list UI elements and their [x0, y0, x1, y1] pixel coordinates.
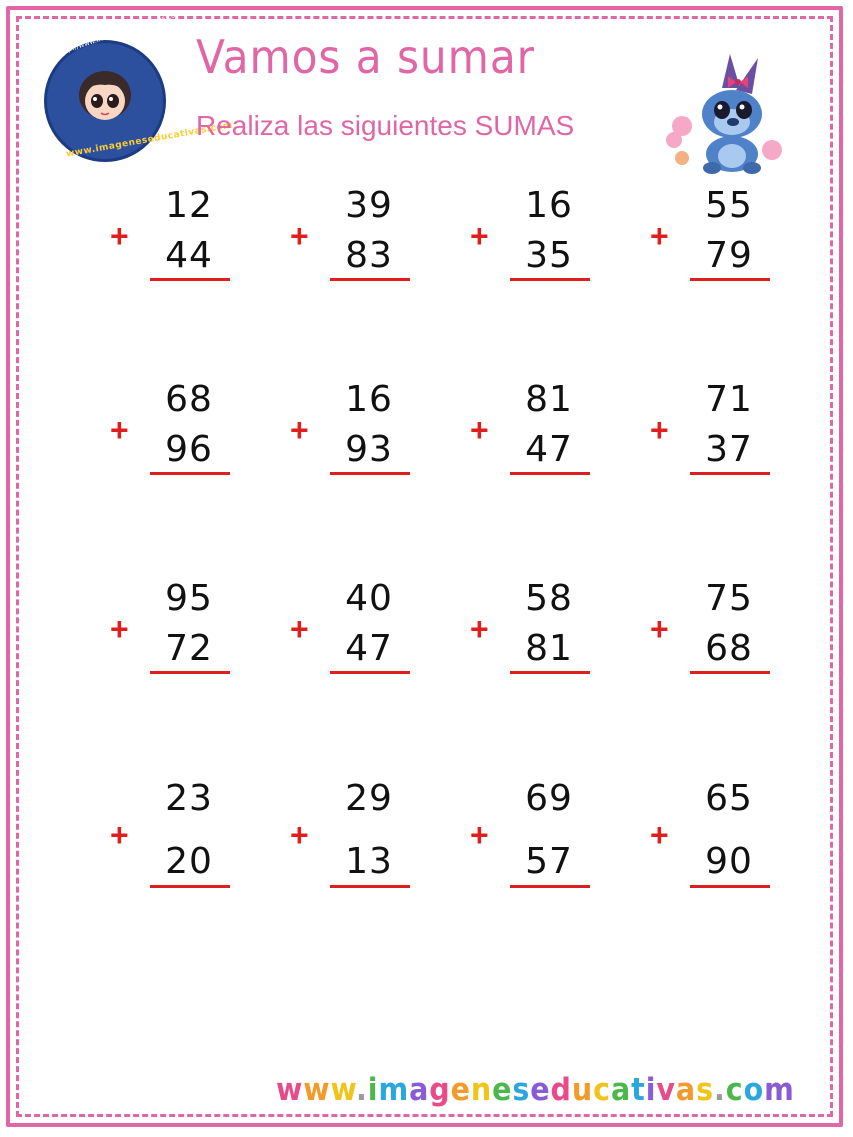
addend-top: 69: [525, 778, 573, 819]
addend-top: 39: [345, 185, 393, 226]
plus-sign: +: [650, 218, 669, 254]
addition-problem: [110, 578, 230, 681]
addend-bottom: 83: [345, 235, 393, 276]
answer-line: [690, 278, 770, 281]
answer-line: [330, 472, 410, 475]
addend-bottom: 68: [705, 628, 753, 669]
plus-sign: +: [290, 412, 309, 448]
addend-top: 55: [705, 185, 753, 226]
answer-line: [690, 472, 770, 475]
plus-sign: +: [110, 412, 129, 448]
answer-line: [330, 671, 410, 674]
answer-line: [690, 885, 770, 888]
addend-top: 23: [165, 778, 213, 819]
addition-problem: [470, 185, 590, 288]
plus-sign: +: [470, 412, 489, 448]
addend-top: 71: [705, 379, 753, 420]
plus-sign: +: [110, 817, 129, 853]
addend-bottom: 81: [525, 628, 573, 669]
addend-bottom: 90: [705, 841, 753, 882]
addition-problem: [110, 185, 230, 288]
addition-problem: [470, 379, 590, 482]
cartoon-girl-logo-icon: [73, 65, 137, 129]
addend-top: 16: [345, 379, 393, 420]
answer-line: [690, 671, 770, 674]
addend-top: 65: [705, 778, 753, 819]
plus-sign: +: [650, 611, 669, 647]
addend-bottom: 57: [525, 841, 573, 882]
addition-problem: [290, 578, 410, 681]
addend-bottom: 20: [165, 841, 213, 882]
addend-bottom: 37: [705, 429, 753, 470]
answer-line: [510, 278, 590, 281]
plus-sign: +: [110, 611, 129, 647]
answer-line: [510, 885, 590, 888]
plus-sign: +: [650, 817, 669, 853]
answer-line: [150, 671, 230, 674]
addend-bottom: 44: [165, 235, 213, 276]
logo: [44, 8, 234, 162]
addend-top: 16: [525, 185, 573, 226]
logo-url-text: http://www.imageneseducativas.com: [57, 8, 183, 57]
addend-bottom: 35: [525, 235, 573, 276]
answer-line: [150, 885, 230, 888]
addend-top: 29: [345, 778, 393, 819]
stitch-character-icon: [660, 48, 790, 178]
answer-line: [510, 671, 590, 674]
answer-line: [330, 278, 410, 281]
addition-problem: [650, 185, 770, 288]
addition-problem: [110, 379, 230, 482]
page-title: Vamos a sumar: [196, 30, 535, 84]
answer-line: [510, 472, 590, 475]
footer-website: www.imageneseducativas.com: [276, 1072, 795, 1108]
addition-problem: [470, 778, 590, 896]
addition-problem: [470, 578, 590, 681]
addition-problem: [290, 379, 410, 482]
addend-top: 58: [525, 578, 573, 619]
plus-sign: +: [470, 611, 489, 647]
addition-problem: [110, 778, 230, 896]
addend-bottom: 13: [345, 841, 393, 882]
addition-problem: [290, 185, 410, 288]
addend-top: 95: [165, 578, 213, 619]
logo-ring-text: www.imageneseducativas.com: [65, 120, 234, 160]
addition-problem: [650, 379, 770, 482]
answer-line: [150, 472, 230, 475]
addend-bottom: 72: [165, 628, 213, 669]
addend-top: 40: [345, 578, 393, 619]
plus-sign: +: [470, 218, 489, 254]
addition-problem: [650, 778, 770, 896]
answer-line: [150, 278, 230, 281]
addend-top: 81: [525, 379, 573, 420]
plus-sign: +: [290, 611, 309, 647]
plus-sign: +: [110, 218, 129, 254]
addend-bottom: 79: [705, 235, 753, 276]
addend-top: 12: [165, 185, 213, 226]
page-border-dashed: [16, 16, 833, 1117]
addend-bottom: 47: [345, 628, 393, 669]
addend-bottom: 93: [345, 429, 393, 470]
addend-top: 75: [705, 578, 753, 619]
plus-sign: +: [650, 412, 669, 448]
addition-problem: [290, 778, 410, 896]
addition-problem: [650, 578, 770, 681]
answer-line: [330, 885, 410, 888]
plus-sign: +: [290, 817, 309, 853]
page-subtitle: Realiza las siguientes SUMAS: [196, 110, 575, 141]
plus-sign: +: [470, 817, 489, 853]
addend-top: 68: [165, 379, 213, 420]
addend-bottom: 96: [165, 429, 213, 470]
plus-sign: +: [290, 218, 309, 254]
addend-bottom: 47: [525, 429, 573, 470]
